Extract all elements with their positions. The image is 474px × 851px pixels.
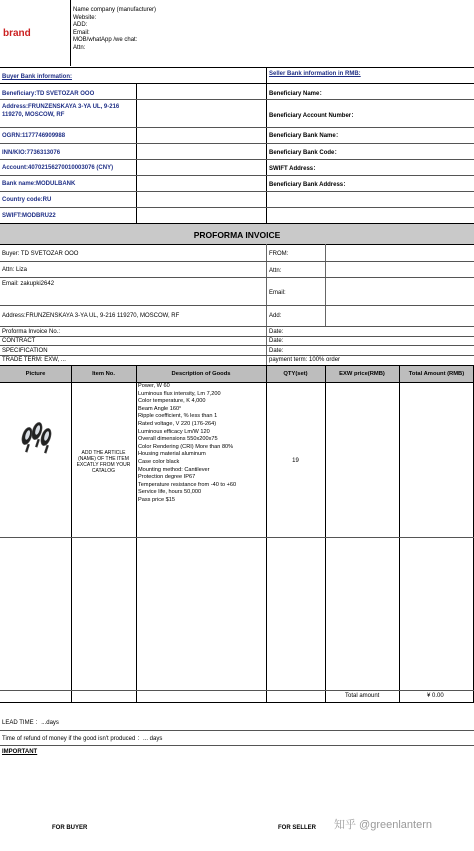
description-line: Luminous efficacy Lm/W 120 [138, 428, 210, 435]
rule [0, 191, 474, 192]
for-seller-label: FOR SELLER [278, 825, 317, 831]
qty-cell: 19 [292, 458, 299, 464]
col-header-exw-price: EXW price(RMB) [339, 371, 385, 377]
seller-account-number: Beneficiary Account Number： [269, 113, 358, 119]
description-line: Rated voltage, V 220 (176-264) [138, 420, 217, 427]
seller-bank-title: Seller Bank information in RMB: [269, 71, 361, 77]
rule [0, 277, 474, 278]
description-line: Ripple coefficient, % less than 1 [138, 413, 218, 420]
rule [0, 67, 474, 68]
date-label: Date: [269, 338, 284, 344]
rule [0, 159, 474, 160]
rule [0, 244, 474, 245]
rule [0, 99, 474, 100]
col-header-item-no: Item No. [92, 371, 115, 377]
rule [0, 261, 474, 262]
address-label: Address:FRUNZENSKAYA 3-YA UL, 9-216 119270, MOSCOW, RF [2, 313, 180, 319]
col-divider [266, 366, 267, 703]
col-header-qty: QTY(set) [283, 371, 308, 377]
company-line: MOB/whatApp /we chat: [73, 37, 138, 44]
attn-right-label: Attn: [269, 268, 282, 274]
brand-label: brand [3, 28, 31, 39]
payment-term-label: payment term: 100% order [269, 357, 341, 363]
company-line: Attn: [73, 44, 86, 51]
description-line: Beam Angle 160° [138, 405, 182, 412]
rule [0, 83, 474, 84]
rule [0, 143, 474, 144]
description-line: Color Rendering (CRI) More than 80% [138, 443, 234, 450]
description-line: Protection degree IP67 [138, 474, 196, 481]
parties-divider [325, 244, 326, 326]
attn-label: Attn: Liza [2, 267, 28, 273]
buyer-account: Account:40702156270010003076 (CNY) [2, 165, 114, 171]
watermark-text: 知乎 @greenlantern [334, 819, 432, 831]
rule [0, 175, 474, 176]
description-line: Housing material aluminum [138, 451, 206, 458]
bank-divider [266, 67, 267, 223]
refund-label: Time of refund of money if the good isn't produced ：... days [2, 736, 163, 742]
rule [0, 326, 474, 327]
company-line: Website: [73, 14, 97, 21]
total-amount-value: ¥ 0.00 [427, 693, 444, 699]
bank-divider [136, 83, 137, 223]
col-divider [71, 366, 72, 703]
trade-term-label: TRADE TERM: EXW, ... [2, 357, 66, 363]
description-line: Color temperature, K 4,000 [138, 398, 206, 405]
email-label: Email: zakupki2642 [2, 281, 55, 287]
buyer-country: Country code:RU [2, 197, 52, 203]
company-line: ADD: [73, 22, 88, 29]
col-divider [325, 366, 326, 703]
email-right-label: Email: [269, 290, 286, 296]
buyer-swift: SWIFT:MODBRU22 [2, 213, 56, 219]
description-line: Temperature resistance from -40 to +60 [138, 481, 237, 488]
company-line: Email: [73, 29, 90, 36]
header-divider [70, 0, 71, 66]
col-header-total-amount: Total Amount (RMB) [408, 371, 465, 377]
seller-swift: SWIFT Address： [269, 166, 320, 172]
proforma-no-label: Proforma Invoice No.: [2, 329, 61, 335]
description-line: Pass price $15 [138, 496, 176, 503]
buyer-bank-title: Buyer Bank information: [2, 74, 73, 80]
seller-bank-name: Beneficiary Bank Name： [269, 133, 342, 139]
buyer-ogrn: OGRN:1177746909988 [2, 133, 66, 139]
item-no-cell: ADD THE ARTICLE (NAME) OF THE ITEM EXCATLY FROM YOUR CATALOG [76, 450, 131, 474]
buyer-address: Address:FRUNZENSKAYA 3-YA UL, 9-216 119270, MOSCOW, RF [2, 104, 120, 118]
proforma-title: PROFORMA INVOICE [193, 230, 281, 240]
from-label: FROM: [269, 251, 289, 257]
rule [0, 702, 474, 703]
description-cell [138, 383, 236, 505]
rule [0, 745, 474, 746]
rule [0, 690, 474, 691]
description-line: Overall dimensions 550x200x75 [138, 436, 218, 443]
rule [0, 355, 474, 356]
company-info [73, 7, 156, 53]
date-label: Date: [269, 348, 284, 354]
buyer-inn: INN/KIO:7736313076 [2, 150, 61, 156]
col-header-description: Description of Goods [171, 371, 231, 377]
rule [0, 127, 474, 128]
total-amount-label: Total amount [345, 693, 380, 699]
date-label: Date: [269, 329, 284, 335]
address-right-label: Add: [269, 313, 282, 319]
col-header-picture: Picture [25, 371, 46, 377]
buyer-bank-name: Bank name:MODULBANK [2, 181, 76, 187]
col-divider [136, 366, 137, 703]
rule [0, 336, 474, 337]
company-line: Name company (manufacturer) [73, 7, 157, 13]
contract-label: CONTRACT [2, 338, 36, 344]
rule [0, 730, 474, 731]
seller-beneficiary-name: Beneficiary Name： [269, 91, 326, 97]
rule [0, 305, 474, 306]
seller-bank-address: Beneficiary Bank Address： [269, 182, 350, 188]
for-buyer-label: FOR BUYER [52, 825, 88, 831]
buyer-beneficiary: Beneficiary:TD SVETOZAR OOO [2, 91, 95, 97]
important-label: IMPORTANT [2, 749, 38, 755]
rule [0, 537, 474, 538]
street-light-image [18, 420, 56, 464]
description-line: Power, W 60 [138, 383, 170, 389]
description-line: Luminous flux intensity, Lm 7,200 [138, 390, 221, 397]
specification-label: SPECIFICATION [2, 348, 48, 354]
col-divider [399, 366, 400, 703]
description-line: Mounting method: Cantilever [138, 466, 210, 473]
description-line: Service life, hours 50,000 [138, 489, 202, 496]
buyer-name: Buyer: TD SVETOZAR OOO [2, 251, 79, 257]
description-line: Case color black [138, 458, 180, 465]
seller-bank-code: Beneficiary Bank Code： [269, 150, 341, 156]
lead-time-label: LEAD TIME ：...days [2, 720, 59, 726]
rule [0, 207, 474, 208]
rule [0, 345, 474, 346]
